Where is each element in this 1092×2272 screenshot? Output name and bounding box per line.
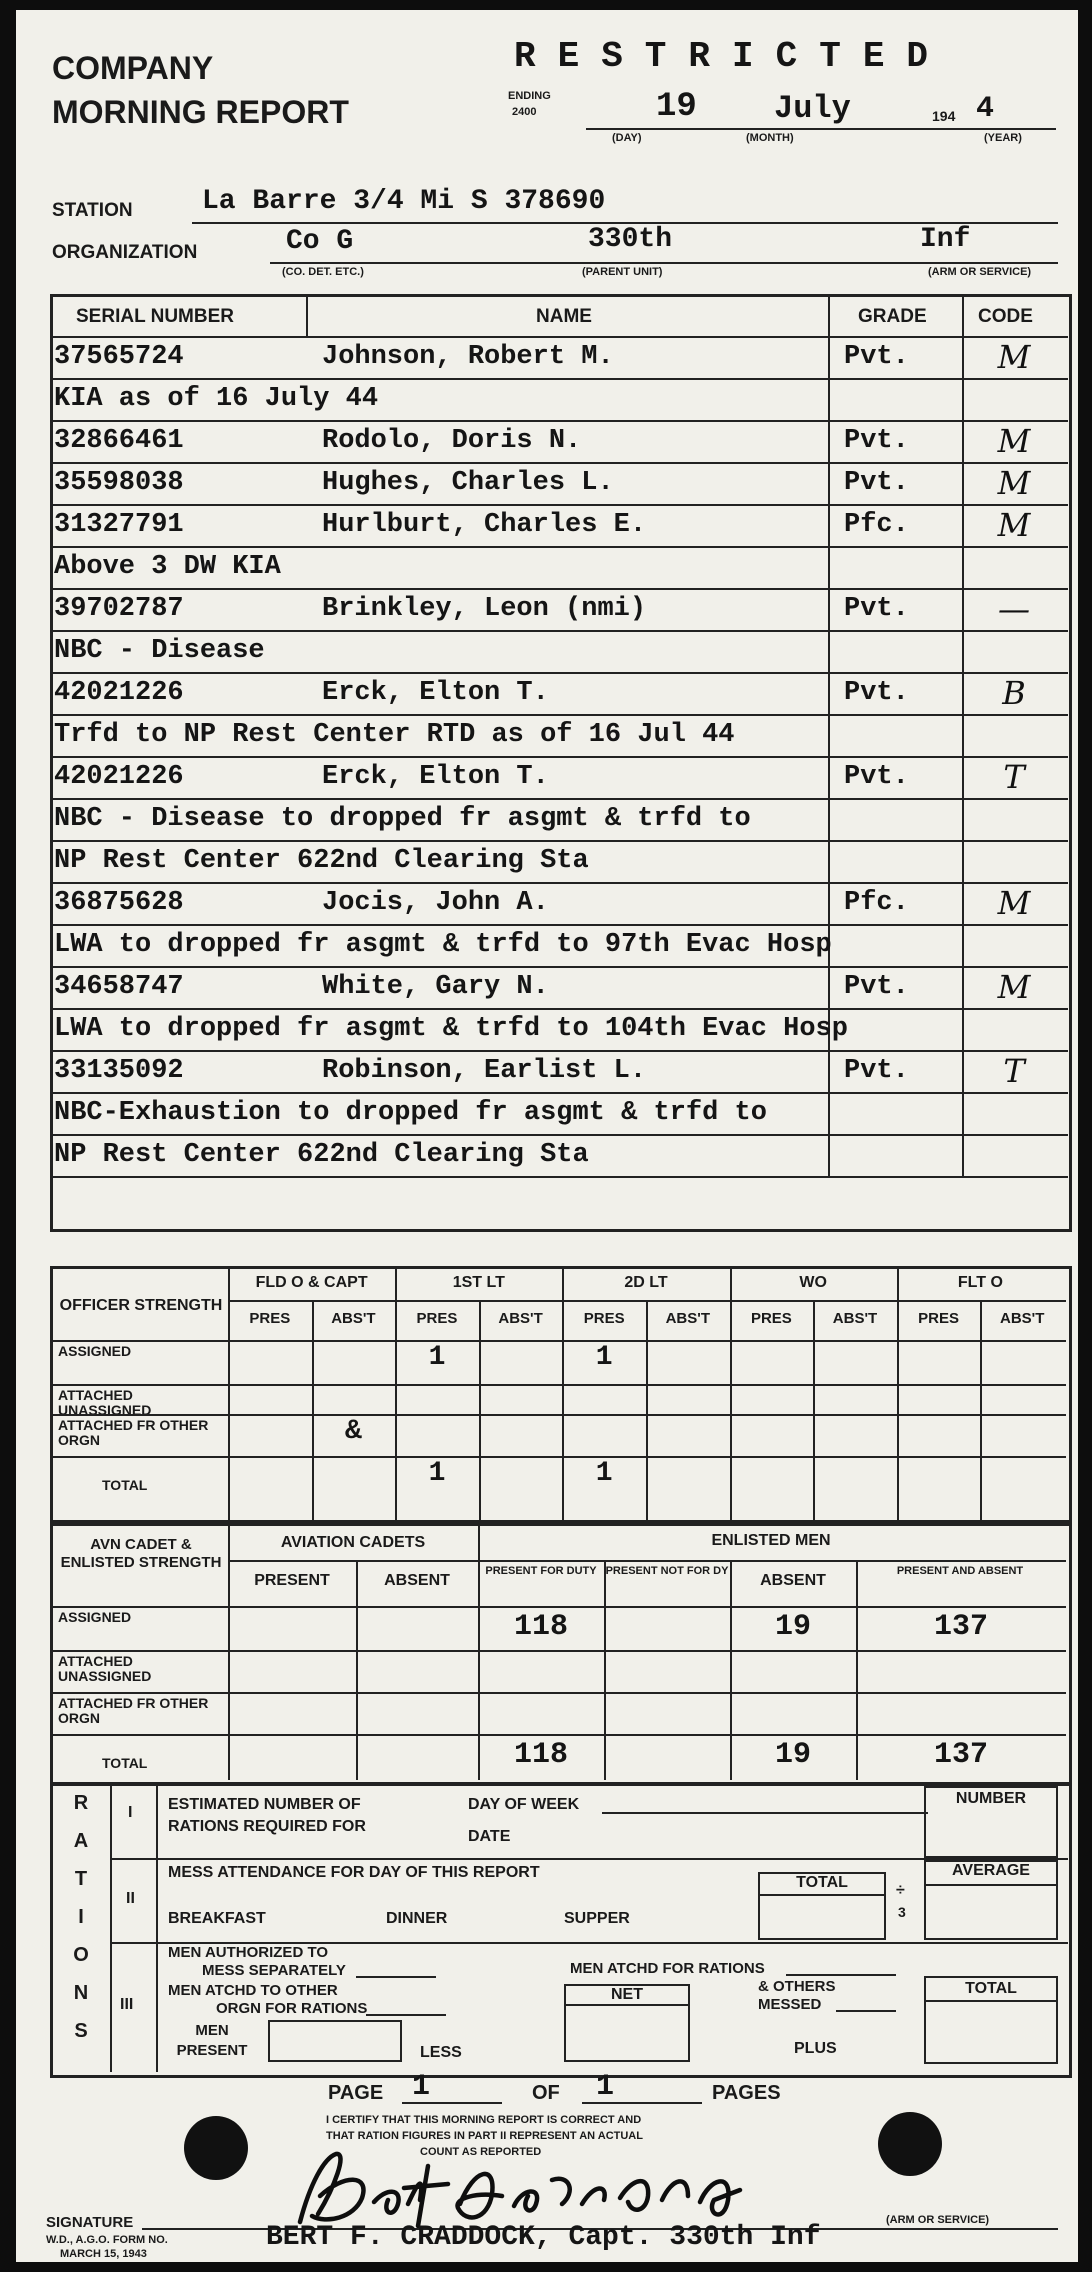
- row-rule: [228, 1300, 1066, 1302]
- pages-total: 1: [596, 2070, 615, 2104]
- code-cell: M: [997, 464, 1031, 502]
- name-cell: Hurlburt, Charles E.: [322, 510, 647, 540]
- of-label: OF: [532, 2082, 560, 2104]
- pages-label: PAGES: [712, 2082, 781, 2104]
- name-cell: Robinson, Earlist L.: [322, 1056, 647, 1086]
- serial-number-cell: 37565724: [54, 342, 184, 372]
- officer-cell: &: [344, 1416, 362, 1447]
- parent-caption: (PARENT UNIT): [582, 266, 663, 278]
- officer-sub-header: ABS'T: [498, 1310, 543, 1327]
- men-present-box[interactable]: [268, 2020, 402, 2062]
- code-cell: T: [1003, 758, 1025, 796]
- name-cell: White, Gary N.: [322, 972, 549, 1002]
- table-row: [16, 464, 1078, 506]
- table-row: [16, 1136, 1078, 1178]
- less-label: LESS: [420, 2044, 462, 2061]
- morning-report-card: [16, 10, 1078, 2262]
- enlisted-row-label: ASSIGNED: [58, 1609, 132, 1625]
- section-iii-numeral: III: [120, 1996, 134, 2013]
- row-rule: [228, 1560, 1066, 1562]
- row-rule: [52, 1176, 1068, 1178]
- report-year-digit: 4: [976, 92, 995, 126]
- col-name: NAME: [536, 306, 592, 327]
- grade-cell: Pvt.: [844, 678, 909, 708]
- men-present-label2: PRESENT: [176, 2042, 248, 2059]
- code-cell: M: [997, 884, 1031, 922]
- estimated-number-text: ESTIMATED NUMBER OF: [168, 1796, 361, 1813]
- rations-letter: T: [74, 1868, 88, 1890]
- rations-letter: N: [73, 1982, 89, 2004]
- row-rule: [52, 1340, 1066, 1342]
- org-company: Co G: [286, 226, 354, 257]
- row-rule: [52, 1414, 1066, 1416]
- grade-cell: Pvt.: [844, 1056, 909, 1086]
- certification-line3: COUNT AS REPORTED: [420, 2146, 542, 2158]
- serial-number-cell: 36875628: [54, 888, 184, 918]
- restricted-stamp: RESTRICTED: [514, 36, 951, 77]
- enlisted-absent: ABSENT: [760, 1572, 826, 1589]
- enlisted-row-label: ATTACHED FR OTHER ORGN: [58, 1695, 209, 1726]
- officer-cell: 1: [595, 1342, 613, 1373]
- remark-text: Above 3 DW KIA: [54, 552, 281, 582]
- rations-letter: A: [73, 1830, 89, 1852]
- officer-row-label: ATTACHED UNASSIGNED: [58, 1387, 152, 1418]
- table-row: [16, 590, 1078, 632]
- col-code: CODE: [978, 306, 1033, 327]
- others-messed-text2: MESSED: [758, 1996, 822, 2013]
- punch-hole-left: [184, 2116, 248, 2180]
- table-row: [16, 422, 1078, 464]
- orgn-for-rations-text: ORGN FOR RATIONS: [216, 2000, 368, 2017]
- table-row: [16, 884, 1078, 926]
- name-cell: Erck, Elton T.: [322, 678, 549, 708]
- serial-number-cell: 33135092: [54, 1056, 184, 1086]
- table-row: [16, 380, 1078, 422]
- enlisted-cell: 118: [513, 1738, 568, 1772]
- divisor-three: 3: [898, 1904, 906, 1920]
- men-authorized-text: MEN AUTHORIZED TO: [168, 1944, 328, 1961]
- serial-number-cell: 42021226: [54, 678, 184, 708]
- number-label: NUMBER: [955, 1790, 1027, 1807]
- officer-sub-header: ABS'T: [331, 1310, 376, 1327]
- average-label: AVERAGE: [952, 1862, 1030, 1879]
- enlisted-cell: 19: [774, 1738, 811, 1772]
- present-and-absent: PRESENT AND ABSENT: [896, 1565, 1024, 1577]
- remark-text: NBC - Disease to dropped fr asgmt & trfd to: [54, 804, 751, 834]
- row-rule: [52, 1650, 1066, 1652]
- row-rule: [52, 1384, 1066, 1386]
- code-cell: M: [997, 506, 1031, 544]
- officer-sub-header: PRES: [583, 1310, 625, 1327]
- cadet-present: PRESENT: [254, 1572, 330, 1589]
- divide-sign: ÷: [896, 1882, 905, 1899]
- officer-sub-header: PRES: [249, 1310, 291, 1327]
- month-caption: (MONTH): [746, 132, 794, 144]
- signature-label: SIGNATURE: [46, 2214, 134, 2231]
- grade-cell: Pvt.: [844, 594, 909, 624]
- remark-text: NP Rest Center 622nd Clearing Sta: [54, 1140, 589, 1170]
- org-parent: 330th: [588, 224, 673, 255]
- enlisted-cell: 137: [933, 1738, 988, 1772]
- grade-cell: Pvt.: [844, 972, 909, 1002]
- grade-cell: Pvt.: [844, 762, 909, 792]
- rations-letter: S: [74, 2020, 88, 2042]
- plus-label: PLUS: [794, 2040, 837, 2057]
- report-year-prefix: 194: [932, 108, 956, 124]
- aviation-cadets-header: AVIATION CADETS: [280, 1534, 426, 1551]
- present-for-duty: PRESENT FOR DUTY: [485, 1565, 597, 1577]
- table-row: [16, 800, 1078, 842]
- table-row: [16, 506, 1078, 548]
- supper-label: SUPPER: [564, 1910, 630, 1927]
- section-ii-numeral: II: [126, 1890, 135, 1907]
- grade-cell: Pvt.: [844, 468, 909, 498]
- col-rule: [312, 1300, 314, 1520]
- remark-text: LWA to dropped fr asgmt & trfd to 97th Evac Hosp: [54, 930, 832, 960]
- day-of-week-label: DAY OF WEEK: [468, 1796, 580, 1813]
- officer-row-label: TOTAL: [102, 1477, 148, 1493]
- table-row: [16, 548, 1078, 590]
- row-rule: [52, 1606, 1066, 1608]
- enlisted-row-label: TOTAL: [102, 1755, 148, 1771]
- service-caption: (ARM OR SERVICE): [886, 2214, 990, 2226]
- breakfast-label: BREAKFAST: [168, 1910, 266, 1927]
- name-cell: Erck, Elton T.: [322, 762, 549, 792]
- report-day: 19: [656, 88, 697, 126]
- col-serial-number: SERIAL NUMBER: [76, 306, 234, 327]
- officer-group-header: 2D LT: [624, 1274, 668, 1291]
- rations-letter: I: [78, 1906, 84, 1928]
- col-rule: [813, 1300, 815, 1520]
- present-not-for-duty: PRESENT NOT FOR DY: [605, 1565, 729, 1577]
- officer-sub-header: ABS'T: [999, 1310, 1045, 1327]
- remark-text: NP Rest Center 622nd Clearing Sta: [54, 846, 589, 876]
- ending-label: ENDING: [508, 90, 551, 102]
- table-row: [16, 338, 1078, 380]
- row-rule: [52, 1692, 1066, 1694]
- col-rule: [356, 1560, 358, 1780]
- page-label: PAGE: [328, 2082, 384, 2104]
- name-cell: Jocis, John A.: [322, 888, 549, 918]
- name-cell: Hughes, Charles L.: [322, 468, 614, 498]
- col-rule: [980, 1300, 982, 1520]
- remark-text: LWA to dropped fr asgmt & trfd to 104th Evac Hosp: [54, 1014, 848, 1044]
- enlisted-strength-title: AVN CADET & ENLISTED STRENGTH: [60, 1536, 222, 1571]
- table-row: [16, 632, 1078, 674]
- officer-strength-title: OFFICER STRENGTH: [59, 1297, 223, 1314]
- officer-cell: 1: [428, 1458, 446, 1489]
- dinner-label: DINNER: [386, 1910, 448, 1927]
- col-rule: [730, 1268, 732, 1520]
- day-caption: (DAY): [612, 132, 642, 144]
- grade-cell: Pvt.: [844, 342, 909, 372]
- net-label: NET: [611, 1986, 643, 2003]
- rations-letter: O: [73, 1944, 89, 1966]
- grade-cell: Pfc.: [844, 510, 909, 540]
- station-value: La Barre 3/4 Mi S 378690: [202, 186, 606, 217]
- section-i-numeral: I: [128, 1804, 133, 1821]
- certification-line1: I CERTIFY THAT THIS MORNING REPORT IS CORRECT AND: [326, 2114, 642, 2126]
- officer-sub-header: PRES: [416, 1310, 458, 1327]
- table-row: [16, 758, 1078, 800]
- enlisted-men-header: ENLISTED MEN: [711, 1532, 831, 1549]
- name-cell: Brinkley, Leon (nmi): [322, 594, 647, 624]
- form-title-line2: MORNING REPORT: [52, 94, 349, 130]
- mess-attendance-text: MESS ATTENDANCE FOR DAY OF THIS REPORT: [168, 1864, 540, 1881]
- grade-cell: Pfc.: [844, 888, 909, 918]
- enlisted-cell: 118: [513, 1610, 568, 1644]
- officer-sub-header: ABS'T: [832, 1310, 878, 1327]
- table-row: [16, 926, 1078, 968]
- officer-cell: 1: [595, 1458, 613, 1489]
- ending-time: 2400: [512, 106, 537, 118]
- remark-text: NBC - Disease: [54, 636, 265, 666]
- remark-text: Trfd to NP Rest Center RTD as of 16 Jul 44: [54, 720, 735, 750]
- col-rule: [604, 1560, 606, 1780]
- arm-caption: (ARM OR SERVICE): [928, 266, 1032, 278]
- men-present-label1: MEN: [195, 2022, 229, 2039]
- men-atchd-other-text: MEN ATCHD TO OTHER: [168, 1982, 338, 1999]
- report-month: July: [774, 90, 851, 127]
- officer-sub-header: PRES: [750, 1310, 792, 1327]
- form-date: MARCH 15, 1943: [60, 2248, 147, 2260]
- serial-number-cell: 35598038: [54, 468, 184, 498]
- mess-separately-text: MESS SEPARATELY: [202, 1962, 346, 1979]
- col-rule: [646, 1300, 648, 1520]
- table-row: [16, 1094, 1078, 1136]
- date-label: DATE: [468, 1828, 511, 1845]
- code-cell: B: [1002, 674, 1026, 712]
- form-number: W.D., A.G.O. FORM NO.: [46, 2234, 168, 2246]
- enlisted-cell: 19: [774, 1610, 811, 1644]
- certification-line2: THAT RATION FIGURES IN PART II REPRESENT AN ACTUAL: [326, 2130, 643, 2142]
- station-label: STATION: [52, 200, 133, 221]
- total-rations-label: TOTAL: [965, 1980, 1017, 1997]
- enlisted-cell: 137: [933, 1610, 988, 1644]
- serial-number-cell: 39702787: [54, 594, 184, 624]
- table-row: [16, 1010, 1078, 1052]
- org-arm: Inf: [920, 224, 971, 255]
- officer-group-header: FLD O & CAPT: [255, 1274, 368, 1291]
- officer-cell: 1: [428, 1342, 446, 1373]
- remark-text: NBC-Exhaustion to dropped fr asgmt & trfd to: [54, 1098, 767, 1128]
- col-rule: [897, 1268, 899, 1520]
- code-cell: T: [1003, 1052, 1025, 1090]
- signer-name: BERT F. CRADDOCK, Capt. 330th Inf: [266, 2222, 821, 2253]
- officer-sub-header: ABS'T: [665, 1310, 710, 1327]
- table-row: [16, 842, 1078, 884]
- row-rule: [52, 1456, 1066, 1458]
- officer-row-label: ASSIGNED: [58, 1343, 132, 1359]
- table-row: [16, 968, 1078, 1010]
- table-row: [16, 1052, 1078, 1094]
- organization-label: ORGANIZATION: [52, 242, 198, 263]
- table-row: [16, 674, 1078, 716]
- code-cell: M: [997, 338, 1031, 376]
- enlisted-row-label: ATTACHED UNASSIGNED: [58, 1653, 152, 1684]
- serial-number-cell: 32866461: [54, 426, 184, 456]
- grade-cell: Pvt.: [844, 426, 909, 456]
- co-caption: (CO. DET. ETC.): [282, 266, 364, 278]
- officer-group-header: WO: [799, 1274, 827, 1291]
- table-row: [16, 716, 1078, 758]
- officer-sub-header: PRES: [918, 1310, 960, 1327]
- code-cell: M: [997, 422, 1031, 460]
- page-number: 1: [412, 2070, 431, 2104]
- rations-required-text: RATIONS REQUIRED FOR: [168, 1818, 366, 1835]
- code-cell: M: [997, 968, 1031, 1006]
- officer-group-header: FLT O: [957, 1274, 1003, 1291]
- others-messed-text1: & OTHERS: [758, 1978, 836, 1995]
- col-grade: GRADE: [858, 306, 927, 327]
- officer-row-label: ATTACHED FR OTHER ORGN: [58, 1417, 209, 1448]
- row-rule: [52, 1734, 1066, 1736]
- rations-letter: R: [73, 1792, 89, 1814]
- men-atchd-rations-text: MEN ATCHD FOR RATIONS: [570, 1960, 765, 1977]
- name-cell: Johnson, Robert M.: [322, 342, 614, 372]
- form-title-line1: COMPANY: [52, 50, 214, 86]
- serial-number-cell: 34658747: [54, 972, 184, 1002]
- name-cell: Rodolo, Doris N.: [322, 426, 582, 456]
- serial-number-cell: 31327791: [54, 510, 184, 540]
- code-cell: —: [998, 590, 1030, 628]
- remark-text: KIA as of 16 July 44: [54, 384, 379, 414]
- serial-number-cell: 42021226: [54, 762, 184, 792]
- officer-group-header: 1ST LT: [452, 1274, 505, 1291]
- cadet-absent: ABSENT: [384, 1572, 450, 1589]
- total-attendance-label: TOTAL: [796, 1874, 848, 1891]
- year-caption: (YEAR): [984, 132, 1022, 144]
- col-rule: [479, 1300, 481, 1520]
